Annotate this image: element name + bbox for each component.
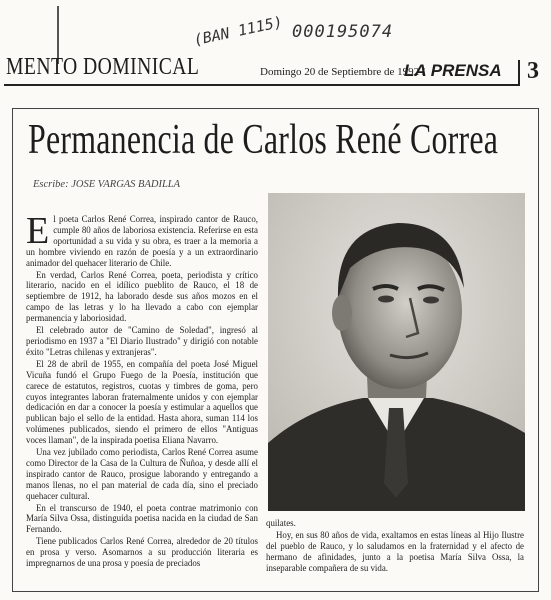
first-paragraph (26, 214, 258, 269)
paragraph: quilates. (266, 518, 296, 528)
paragraph-text: l poeta Carlos René Correa, inspirado cantor de Rauco, cumple 80 años de laboriosa existencia. Referirse en esta oportunidad a su vida y su obra, es traer a la memoria a un hombre viviendo en razón de poesía y a un extraordinario animador del quehacer literario de Chile. (26, 214, 258, 268)
article-byline: Escribe: JOSE VARGAS BADILLA (33, 179, 181, 190)
publication-date: Domingo 20 de Septiembre de 1992 / (260, 66, 425, 78)
handwritten-code: (BAN 1115) (192, 12, 285, 50)
right-text-column (266, 518, 524, 588)
paragraph: Hoy, en sus 80 años de vida, exaltamos en estas líneas al Hijo Ilustre del pueblo de Rauco, y lo saludamos en la fraternidad y el afecto de hermano de afinidades, junto a la poetisa María Silva Ossa, la inseparable compañera de su vida. (266, 529, 524, 573)
left-text-column (26, 214, 258, 586)
paragraph: En verdad, Carlos René Correa, poeta, periodista y crítico literario, nacido en el idílico pueblito de Rauco, el 18 de septiembre de 1912, ha laborado desde sus años mozos en el campo de las letras y lo ha llevado a cabo con ejemplar permanencia y laboriosidad. (26, 269, 258, 324)
portrait-photo (268, 193, 525, 511)
paragraph: El 28 de abril de 1955, en compañía del poeta José Miguel Vicuña fundó el Grupo Fuego de la Poesía, institución que carece de estatutos, registros, cuotas y timbres de goma, pero cuyos integrantes laboran fraternalmente unidos y con ejemplar dedicación en dar a conocer la poesía y estimular a aquellos que publican bajo el sello de la entidad. Hasta ahora, suman 114 los volúmenes publicados, siendo el primero de ellos "Antiguas voces llaman", de la inspirada poetisa Eliana Navarro. (26, 358, 258, 446)
handwritten-number: 000195074 (292, 22, 394, 42)
page-number: 3 (527, 58, 539, 84)
section-name: MENTO DOMINICAL (6, 54, 200, 80)
newspaper-name: LA PRENSA (404, 61, 502, 80)
portrait-illustration (268, 193, 525, 511)
paragraph: Una vez jubilado como periodista, Carlos René Correa asume como Director de la Casa de la Cultura de Ñuñoa, y desde allí el inspirado cantor de Rauco, prosigue laborando y entregando a manos llenas, no el pan material de cada día, sino el preciado quehacer cultural. (26, 447, 258, 501)
drop-cap: E (26, 214, 50, 252)
header-rule (4, 84, 520, 86)
article-title: Permanencia de Carlos René Correa (28, 117, 499, 163)
paragraph: El celebrado autor de "Camino de Soledad", ingresó al periodismo en 1937 a "El Diario Ilustrado" y dirigió con notable éxito "Letras chilenas y extranjeras". (26, 325, 258, 357)
paragraph: En el transcurso de 1940, el poeta contrae matrimonio con María Silva Ossa, distinguida poetisa nacida en la ciudad de San Fernando. (26, 502, 258, 535)
paragraph: Tiene publicados Carlos René Correa, alrededor de 20 títulos en prosa y verso. Asomarnos a su producción literaria es impregnarnos de una prosa y poesía de preciados (26, 536, 258, 569)
header-divider (518, 60, 520, 84)
